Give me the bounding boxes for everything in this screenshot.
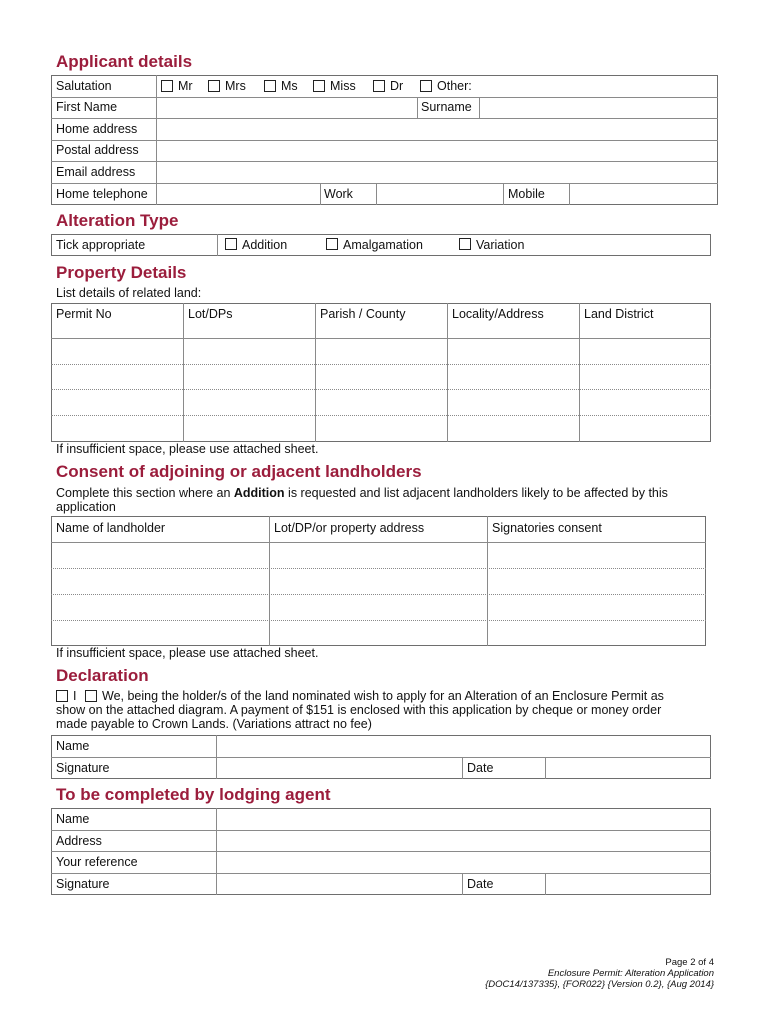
variation-checkbox[interactable] <box>459 238 471 250</box>
agent-date-input[interactable] <box>547 875 709 894</box>
lot-dps-column-header: Lot/DPs <box>188 307 233 321</box>
agent-name-input[interactable] <box>218 810 709 829</box>
email-address-input[interactable] <box>158 163 716 182</box>
document-title: Enclosure Permit: Alteration Application <box>547 968 714 979</box>
agent-name-label: Name <box>56 812 90 826</box>
agent-date-label: Date <box>467 877 494 891</box>
declaration-date-input[interactable] <box>547 759 709 778</box>
salutation-other-input[interactable] <box>478 77 716 96</box>
declaration-signature-input[interactable] <box>218 759 461 778</box>
page-number: Page 2 of 4 <box>665 957 714 968</box>
salutation-mr-checkbox[interactable] <box>161 80 173 92</box>
addition-label: Addition <box>242 238 288 252</box>
property-rows-input-area[interactable] <box>52 339 710 441</box>
salutation-mrs-label: Mrs <box>225 79 246 93</box>
consent-intro: Complete this section where an Addition is requested and list adjacent landholders likely to be affected by this application <box>56 486 668 514</box>
declaration-date-label: Date <box>467 761 494 775</box>
mobile-input[interactable] <box>571 185 716 204</box>
work-phone-label: Work <box>324 187 353 201</box>
land-district-column-header: Land District <box>584 307 654 321</box>
first-name-label: First Name <box>56 100 118 114</box>
surname-input[interactable] <box>481 99 716 117</box>
agent-signature-label: Signature <box>56 877 110 891</box>
amalgamation-label: Amalgamation <box>343 238 423 252</box>
tick-appropriate-label: Tick appropriate <box>56 238 146 252</box>
home-telephone-label: Home telephone <box>56 187 148 201</box>
declaration-i-label: I <box>73 689 77 703</box>
home-telephone-input[interactable] <box>158 185 319 204</box>
declaration-name-input[interactable] <box>218 737 709 756</box>
locality-address-column-header: Locality/Address <box>452 307 544 321</box>
salutation-other-checkbox[interactable] <box>420 80 432 92</box>
salutation-other-label: Other: <box>437 79 472 93</box>
first-name-input[interactable] <box>158 99 416 117</box>
property-insufficient-space-note: If insufficient space, please use attached sheet. <box>56 442 319 456</box>
salutation-dr-label: Dr <box>390 79 404 93</box>
document-reference: {DOC14/137335}, {FOR022} {Version 0.2}, {Aug 2014} <box>485 979 714 990</box>
agent-reference-input[interactable] <box>218 853 709 872</box>
salutation-label: Salutation <box>56 79 112 93</box>
declaration-heading: Declaration <box>56 666 149 685</box>
postal-address-input[interactable] <box>158 142 716 160</box>
applicant-details-heading: Applicant details <box>56 52 193 71</box>
surname-label: Surname <box>421 100 472 114</box>
property-intro: List details of related land: <box>56 286 202 300</box>
parish-county-column-header: Parish / County <box>320 307 406 321</box>
permit-no-column-header: Permit No <box>56 307 112 321</box>
declaration-signature-label: Signature <box>56 761 110 775</box>
property-details-heading: Property Details <box>56 263 187 282</box>
declaration-we-checkbox[interactable] <box>85 690 97 702</box>
agent-address-label: Address <box>56 834 102 848</box>
consent-heading: Consent of adjoining or adjacent landholders <box>56 462 422 481</box>
salutation-miss-checkbox[interactable] <box>313 80 325 92</box>
salutation-ms-label: Ms <box>281 79 298 93</box>
home-address-label: Home address <box>56 122 138 136</box>
alteration-type-heading: Alteration Type <box>56 211 179 230</box>
salutation-dr-checkbox[interactable] <box>373 80 385 92</box>
postal-address-label: Postal address <box>56 143 139 157</box>
consent-rows-input-area[interactable] <box>52 543 705 645</box>
lot-dp-address-column-header: Lot/DP/or property address <box>274 521 425 535</box>
declaration-name-label: Name <box>56 739 90 753</box>
declaration-we-text: We, being the holder/s of the land nominated wish to apply for an Alteration of an Enclosure Permit as <box>102 689 664 703</box>
agent-address-input[interactable] <box>218 832 709 850</box>
salutation-mr-label: Mr <box>178 79 193 93</box>
page-footer <box>485 957 714 990</box>
variation-label: Variation <box>476 238 525 252</box>
work-phone-input[interactable] <box>378 185 502 204</box>
addition-checkbox[interactable] <box>225 238 237 250</box>
salutation-ms-checkbox[interactable] <box>264 80 276 92</box>
declaration-text-line2: show on the attached diagram. A payment of $151 is enclosed with this application by cheque or money order <box>56 703 662 717</box>
mobile-label: Mobile <box>508 187 545 201</box>
lodging-agent-heading: To be completed by lodging agent <box>56 785 331 804</box>
agent-reference-label: Your reference <box>56 855 138 869</box>
agent-signature-input[interactable] <box>218 875 461 894</box>
salutation-miss-label: Miss <box>330 79 356 93</box>
consent-insufficient-space-note: If insufficient space, please use attached sheet. <box>56 646 319 660</box>
home-address-input[interactable] <box>158 120 716 139</box>
declaration-i-checkbox[interactable] <box>56 690 68 702</box>
email-address-label: Email address <box>56 165 136 179</box>
signatories-consent-column-header: Signatories consent <box>492 521 602 535</box>
declaration-text-line3: made payable to Crown Lands. (Variations attract no fee) <box>56 717 372 731</box>
amalgamation-checkbox[interactable] <box>326 238 338 250</box>
salutation-mrs-checkbox[interactable] <box>208 80 220 92</box>
landholder-name-column-header: Name of landholder <box>56 521 166 535</box>
